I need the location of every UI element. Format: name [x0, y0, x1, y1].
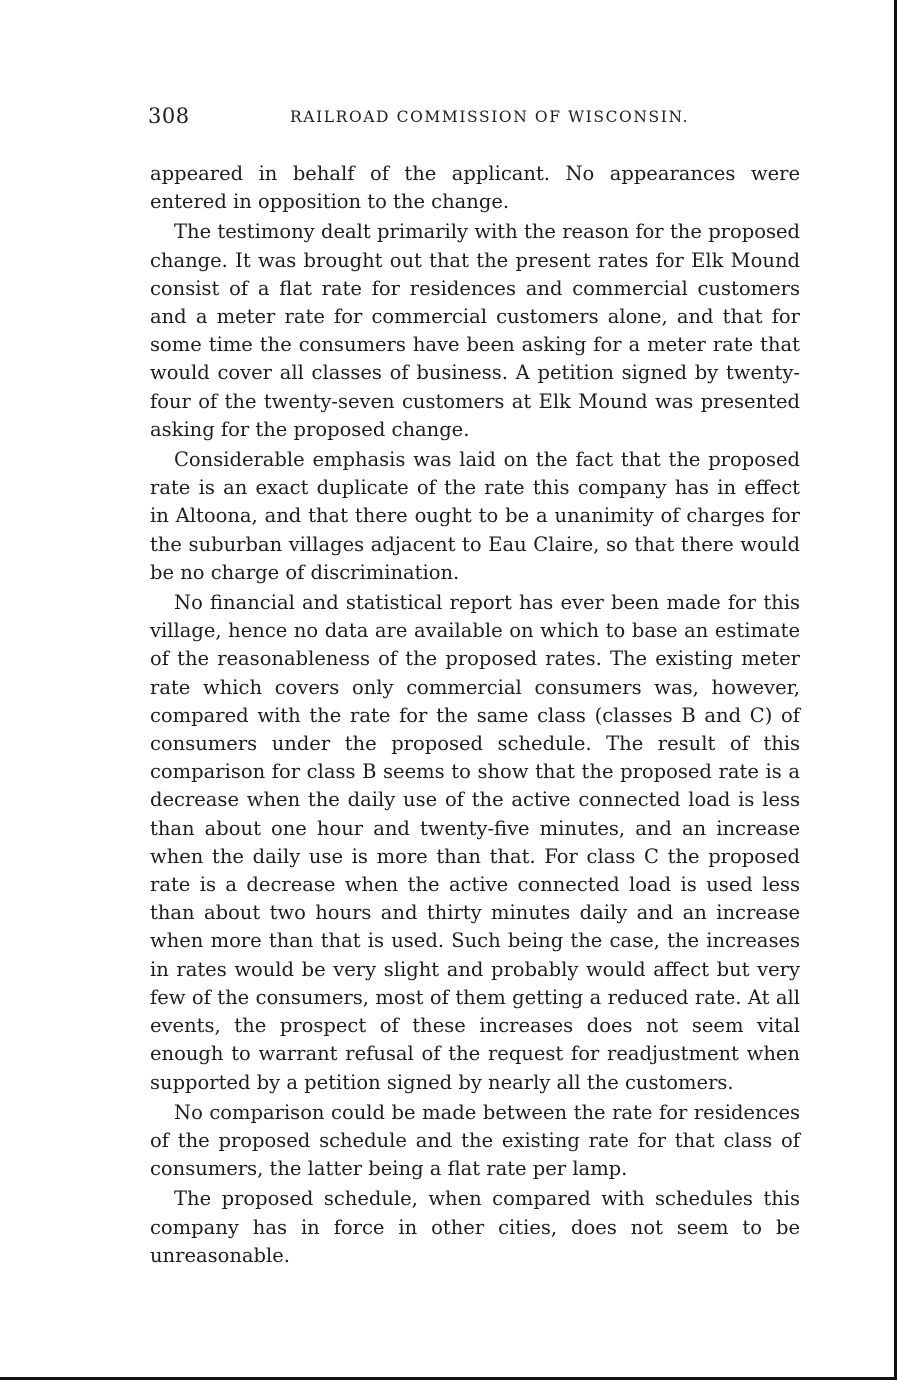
paragraph-6: The proposed schedule, when compared with schedules this company has in force in other cities, does not seem to be unreasonable.	[150, 1187, 800, 1267]
page-number: 308	[148, 104, 190, 128]
running-head	[148, 100, 800, 136]
paragraph-1: appeared in behalf of the applicant. No appearances were entered in opposition to the change.	[150, 162, 800, 214]
paragraph-4: No financial and statistical report has ever been made for this village, hence no data are available on which to base an estimate of the reasonableness of the proposed rates. The existing meter rate which covers only commercial consumers was, however, compared with the rate for the same class (classes B and C) of consumers under the proposed schedule. The result of this comparison for class B seems to show that the proposed rate is a decrease when the daily use of the active connected load is less than about one hour and twenty-five minutes, and an increase when the daily use is more than that. For class C the proposed rate is a decrease when the active connected load is used less than about two hours and thirty minutes daily and an increase when more than that is used. Such being the case, the increases in rates would be very slight and probably would affect but very few of the consumers, most of them getting a reduced rate. At all events, the prospect of these increases does not seem vital enough to warrant refusal of the request for readjustment when supported by a petition signed by nearly all the customers.	[150, 591, 800, 1094]
body-text	[150, 160, 800, 1270]
paragraph-2: The testimony dealt primarily with the reason for the proposed change. It was brought out that the present rates for Elk Mound consist of a flat rate for residences and commercial customers and a meter rate for commercial customers alone, and that for some time the consumers have been asking for a meter rate that would cover all classes of business. A petition signed by twenty-four of the twenty-seven customers at Elk Mound was presented asking for the proposed change.	[150, 220, 800, 441]
paragraph-5: No comparison could be made between the rate for residences of the proposed schedule and the existing rate for that class of consumers, the latter being a flat rate per lamp.	[150, 1100, 800, 1181]
paragraph-3: Considerable emphasis was laid on the fact that the proposed rate is an exact duplicate of the rate this company has in effect in Altoona, and that there ought to be a unanimity of charges for the suburban villages adjacent to Eau Claire, so that there would be no charge of discrimination.	[150, 448, 800, 584]
header-title: RAILROAD COMMISSION OF WISCONSIN.	[290, 108, 690, 126]
